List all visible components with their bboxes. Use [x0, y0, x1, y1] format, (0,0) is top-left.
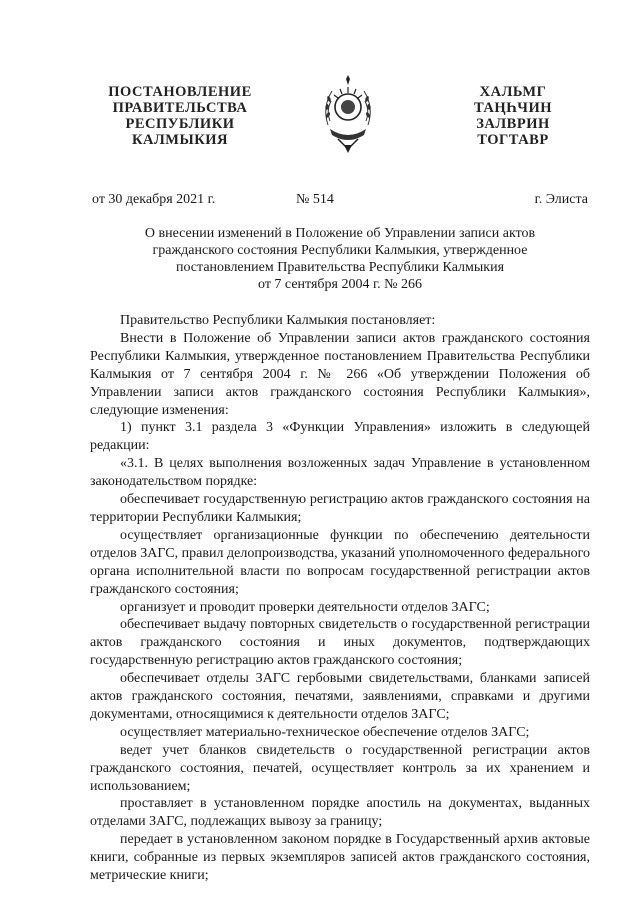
header-left-title	[95, 84, 265, 148]
body-paragraph: обеспечивает отделы ЗАГС гербовыми свидетельствами, бланками записей актов гражданского состояния, печатями, заявлениями, справками и другими документами, относящимися к деятельности отделов ЗАГС;	[90, 671, 590, 722]
body-paragraph: 1) пункт 3.1 раздела 3 «Функции Управления» изложить в следующей редакции:	[90, 420, 590, 454]
body-paragraph: Правительство Республики Калмыкия постановляет:	[120, 313, 436, 328]
header-left-line: ПРАВИТЕЛЬСТВА	[112, 100, 248, 116]
header-right-line: ТАҢҺЧИН	[473, 100, 553, 116]
header-left-line: РЕСПУБЛИКИ	[125, 116, 235, 132]
header-right-title	[448, 84, 578, 148]
body-paragraph: ведет учет бланков свидетельств о государственной регистрации актов гражданского состояния, печатей, осуществляет контроль за их хранением и использованием;	[90, 742, 590, 794]
title-line: постановлением Правительства Республики Калмыкия	[175, 260, 505, 275]
body-paragraph: осуществляет материально-техническое обеспечение отделов ЗАГС;	[120, 724, 530, 740]
header-right-line: ХАЛЬМГ	[479, 84, 547, 100]
document-title	[90, 225, 590, 293]
body-paragraph: Внести в Положение об Управлении записи актов гражданского состояния Республики Калмыкия, утвержденное постановлением Правительства Республики Калмыкия от 7 сентября 2004 г. № 266 «Об утверждении Положения об Управлении записи актов гражданского состояния Республики Калмыкия», следующие изменения:	[90, 330, 590, 418]
header-left-line: ПОСТАНОВЛЕНИЕ	[108, 84, 252, 100]
header-right-line: ЗАЛВРИН	[476, 116, 550, 132]
body-paragraph: обеспечивает государственную регистрацию актов гражданского состояния на территории Республики Калмыкия;	[90, 492, 590, 525]
title-line: от 7 сентября 2004 г. № 266	[258, 277, 422, 292]
body-paragraph: осуществляет организационные функции по обеспечению деятельности отделов ЗАГС, правил делопроизводства, указаний уполномоченного федерального органа исполнительной власти по вопросам государственной регистрации актов гражданского состояния;	[90, 527, 590, 597]
document-date: от 30 декабря 2021 г.	[92, 192, 216, 207]
body-paragraph: передает в установленном законом порядке в Государственный архив актовые книги, собранные из первых экземпляров записей актов гражданского состояния, метрические книги;	[90, 832, 590, 884]
body-paragraph: «3.1. В целях выполнения возложенных задач Управление в установленном законодательством порядке:	[90, 456, 590, 490]
body-paragraph: проставляет в установленном порядке апостиль на документах, выданных отделами ЗАГС, подлежащих вывозу за границу;	[90, 796, 590, 830]
document-city: г. Элиста	[534, 192, 588, 207]
document-body	[90, 312, 590, 885]
title-line: О внесении изменений в Положение об Управлении записи актов	[144, 226, 536, 241]
title-line: гражданского состояния Республики Калмыкия, утвержденное	[152, 243, 528, 258]
body-paragraph: обеспечивает выдачу повторных свидетельств о государственной регистрации актов гражданского состояния и иных документов, подтверждающих государственную регистрацию актов гражданского состояния;	[90, 617, 590, 669]
coat-of-arms-emblem-icon	[316, 75, 380, 155]
header-left-line: КАЛМЫКИЯ	[132, 132, 228, 148]
document-number: № 514	[296, 192, 334, 207]
header-right-line: ТОГТАВР	[477, 132, 549, 148]
body-paragraph: организует и проводит проверки деятельности отделов ЗАГС;	[120, 599, 490, 615]
